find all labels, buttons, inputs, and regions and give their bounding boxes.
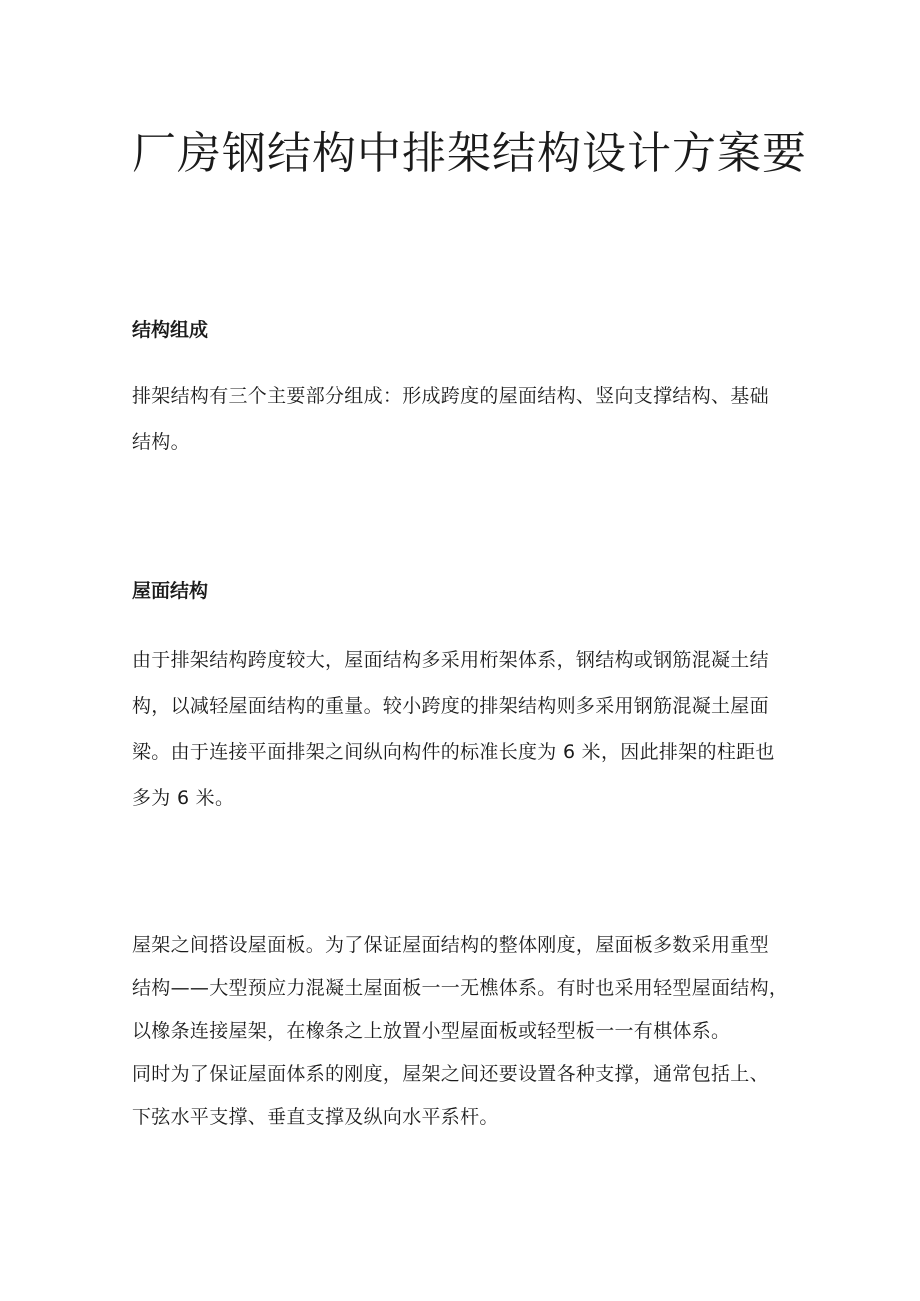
paragraph-line: 下弦水平支撑、垂直支撑及纵向水平系杆。	[132, 1106, 499, 1128]
paragraph-line: 结构——大型预应力混凝土屋面板一一无樵体系。有时也采用轻型屋面结构，	[132, 977, 789, 999]
document-title: 厂房钢结构中排架结构设计方案要	[132, 128, 807, 179]
paragraph-line: 同时为了保证屋面体系的刚度，屋架之间还要设置各种支撑，通常包括上、	[132, 1063, 769, 1085]
paragraph-line: 多为 6 米。	[132, 787, 235, 809]
paragraph-line: 梁。由于连接平面排架之间纵向构件的标准长度为 6 米，因此排架的柱距也	[132, 741, 775, 763]
paragraph-composition	[132, 373, 812, 465]
paragraph-roof	[132, 637, 812, 821]
section-heading-roof: 屋面结构	[132, 580, 209, 602]
paragraph-line: 屋架之间搭设屋面板。为了保证屋面结构的整体刚度，屋面板多数采用重型	[132, 934, 769, 956]
paragraph-roof-panels	[132, 924, 812, 1139]
paragraph-line: 结构。	[132, 431, 190, 453]
paragraph-line: 构，以减轻屋面结构的重量。较小跨度的排架结构则多采用钢筋混凝土屋面	[132, 695, 769, 717]
paragraph-line: 由于排架结构跨度较大，屋面结构多采用桁架体系，钢结构或钢筋混凝土结	[132, 649, 769, 671]
paragraph-line: 排架结构有三个主要部分组成：形成跨度的屋面结构、竖向支撑结构、基础	[132, 385, 769, 407]
paragraph-line: 以橡条连接屋架，在橡条之上放置小型屋面板或轻型板一一有棋体系。	[132, 1020, 731, 1042]
section-heading-composition: 结构组成	[132, 319, 209, 341]
